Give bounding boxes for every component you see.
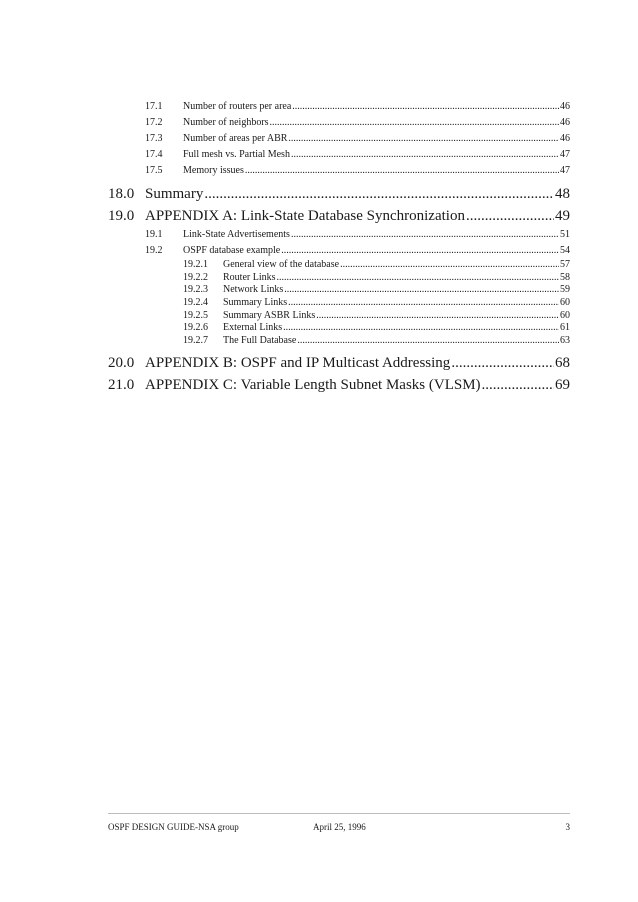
dot-leader bbox=[292, 99, 559, 115]
subsection-title: The Full Database bbox=[223, 335, 297, 347]
subsection-number: 19.2.4 bbox=[183, 297, 208, 309]
section-number: 17.2 bbox=[145, 117, 163, 128]
subsection-number: 19.2.6 bbox=[183, 322, 208, 334]
chapter-number: 18.0 bbox=[108, 186, 135, 202]
subsection-title: Router Links bbox=[223, 271, 276, 283]
toc-entry[interactable] bbox=[108, 227, 570, 243]
section-number: 19.1 bbox=[145, 229, 163, 240]
dot-leader bbox=[291, 227, 559, 243]
page-number: 63 bbox=[560, 335, 570, 347]
dot-leader bbox=[204, 183, 554, 205]
toc-subentry[interactable] bbox=[108, 310, 570, 323]
dot-leader bbox=[466, 205, 554, 227]
subsection-number: 19.2.3 bbox=[183, 284, 208, 296]
subsection-number: 19.2.2 bbox=[183, 271, 208, 283]
toc-entry[interactable] bbox=[108, 115, 570, 131]
chapter-number: 20.0 bbox=[108, 354, 135, 371]
chapter-title: APPENDIX B: OSPF and IP Multicast Addressing bbox=[145, 354, 451, 371]
toc-chapter-entry[interactable] bbox=[108, 374, 570, 396]
toc-chapter-entry[interactable] bbox=[108, 205, 570, 227]
page-number: 47 bbox=[560, 149, 570, 160]
chapter-title: Summary bbox=[145, 186, 204, 202]
section-number: 17.4 bbox=[145, 149, 163, 160]
section-title: Link-State Advertisements bbox=[183, 229, 290, 240]
dot-leader bbox=[316, 310, 559, 323]
toc-subentry[interactable] bbox=[108, 335, 570, 348]
dot-leader bbox=[283, 322, 559, 335]
subsection-title: Network Links bbox=[223, 284, 284, 296]
page-number: 54 bbox=[560, 245, 570, 256]
toc-subentry[interactable] bbox=[108, 259, 570, 272]
toc-entry[interactable] bbox=[108, 99, 570, 115]
section-title: OSPF database example bbox=[183, 245, 281, 256]
section-title: Number of neighbors bbox=[183, 117, 269, 128]
dot-leader bbox=[482, 374, 554, 396]
dot-leader bbox=[288, 297, 559, 310]
toc-subentry[interactable] bbox=[108, 297, 570, 310]
page-number: 46 bbox=[560, 117, 570, 128]
table-of-contents bbox=[108, 99, 570, 396]
toc-entry[interactable] bbox=[108, 147, 570, 163]
page-number: 58 bbox=[560, 271, 570, 283]
dot-leader bbox=[451, 352, 554, 374]
section-number: 17.1 bbox=[145, 101, 163, 112]
subsection-title: External Links bbox=[223, 322, 283, 334]
page-number: 60 bbox=[560, 297, 570, 309]
toc-chapter-entry[interactable] bbox=[108, 352, 570, 374]
page-number: 60 bbox=[560, 309, 570, 321]
section-title: Memory issues bbox=[183, 165, 244, 176]
footer-document-title: OSPF DESIGN GUIDE-NSA group bbox=[108, 822, 239, 832]
subsection-number: 19.2.7 bbox=[183, 335, 208, 347]
footer-divider bbox=[108, 813, 570, 814]
page-number: 59 bbox=[560, 284, 570, 296]
chapter-number: 19.0 bbox=[108, 208, 135, 224]
chapter-title: APPENDIX A: Link-State Database Synchronization bbox=[145, 208, 465, 224]
section-number: 19.2 bbox=[145, 245, 163, 256]
page-number: 48 bbox=[555, 186, 570, 202]
section-title: Number of routers per area bbox=[183, 101, 292, 112]
toc-subentry[interactable] bbox=[108, 322, 570, 335]
toc-subentry[interactable] bbox=[108, 272, 570, 285]
page-number: 47 bbox=[560, 165, 570, 176]
dot-leader bbox=[340, 259, 559, 272]
dot-leader bbox=[281, 243, 559, 259]
page-number: 69 bbox=[555, 376, 570, 393]
toc-entry[interactable] bbox=[108, 243, 570, 259]
page-footer bbox=[108, 821, 570, 835]
toc-entry[interactable] bbox=[108, 163, 570, 179]
toc-subentry[interactable] bbox=[108, 284, 570, 297]
page-number: 46 bbox=[560, 101, 570, 112]
footer-date: April 25, 1996 bbox=[313, 822, 366, 832]
dot-leader bbox=[288, 131, 559, 147]
subsection-title: Summary ASBR Links bbox=[223, 309, 316, 321]
section-title: Number of areas per ABR bbox=[183, 133, 288, 144]
subsection-number: 19.2.5 bbox=[183, 309, 208, 321]
subsection-title: Summary Links bbox=[223, 297, 288, 309]
dot-leader bbox=[297, 335, 559, 348]
dot-leader bbox=[245, 163, 559, 179]
toc-chapter-entry[interactable] bbox=[108, 183, 570, 205]
section-number: 17.3 bbox=[145, 133, 163, 144]
page-number: 68 bbox=[555, 354, 570, 371]
dot-leader bbox=[277, 272, 560, 285]
page-number: 49 bbox=[555, 208, 570, 224]
page-number: 57 bbox=[560, 259, 570, 270]
page-number: 61 bbox=[560, 322, 570, 334]
footer-page-number: 3 bbox=[565, 822, 570, 832]
chapter-title: APPENDIX C: Variable Length Subnet Masks (VLSM) bbox=[145, 376, 481, 393]
toc-entry[interactable] bbox=[108, 131, 570, 147]
subsection-number: 19.2.1 bbox=[183, 259, 208, 270]
chapter-number: 21.0 bbox=[108, 376, 135, 393]
dot-leader bbox=[284, 284, 559, 297]
dot-leader bbox=[270, 115, 559, 131]
subsection-title: General view of the database bbox=[223, 259, 340, 270]
section-title: Full mesh vs. Partial Mesh bbox=[183, 149, 290, 160]
page-number: 51 bbox=[560, 229, 570, 240]
section-number: 17.5 bbox=[145, 165, 163, 176]
dot-leader bbox=[291, 147, 559, 163]
page-number: 46 bbox=[560, 133, 570, 144]
